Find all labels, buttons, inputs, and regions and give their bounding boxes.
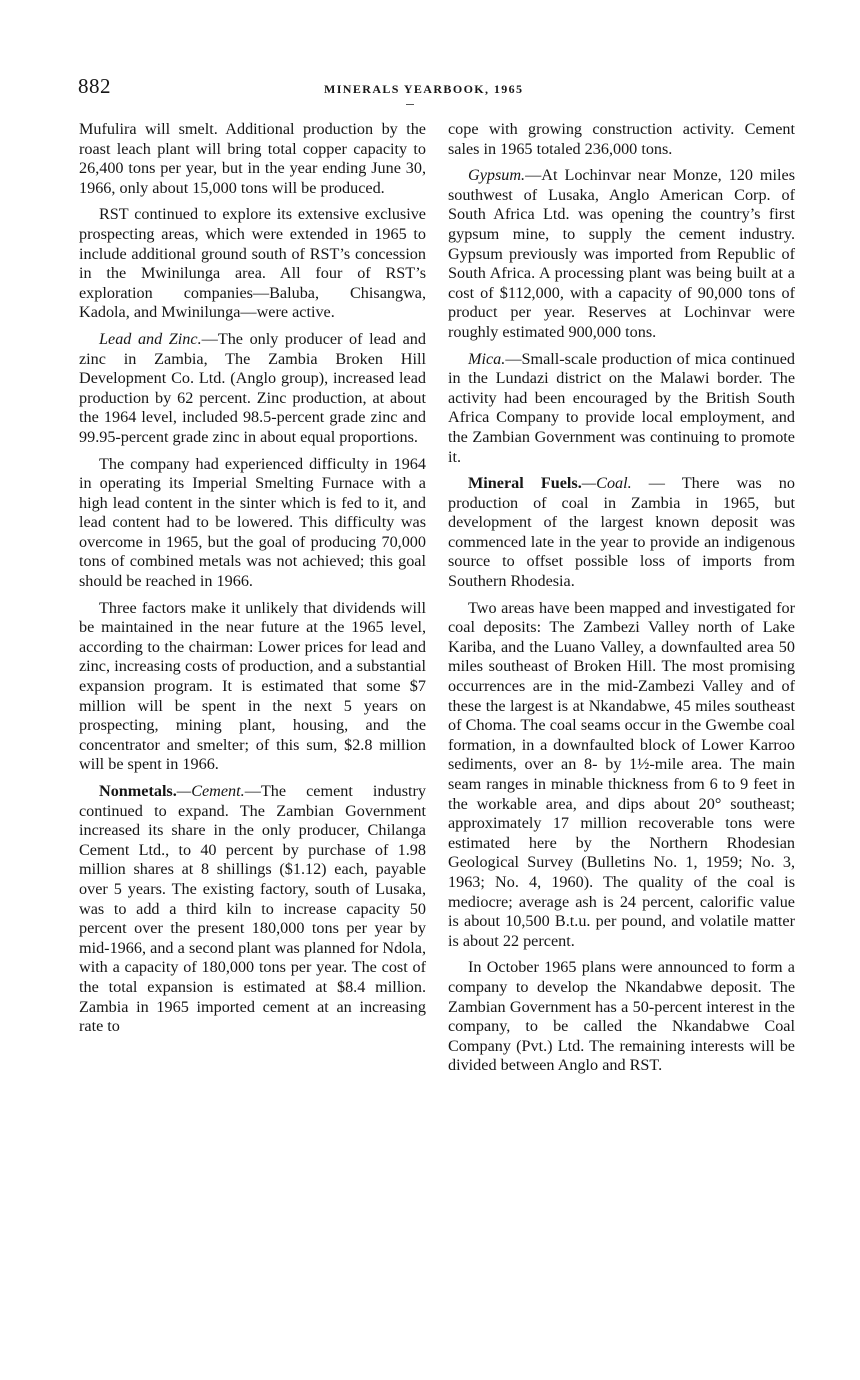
subsection-lead-zinc: Lead and Zinc.	[99, 329, 202, 348]
subsection-coal: —Coal.	[581, 474, 632, 493]
paragraph-cement-sales: cope with growing construction activity. Cement sales in 1965 totaled 236,000 tons.	[448, 120, 795, 158]
header-rule	[406, 104, 414, 105]
running-title: MINERALS YEARBOOK, 1965	[324, 82, 524, 96]
paragraph-dividends: Three factors make it unlikely that dividends will be maintained in the near future at the 1965 level, according to the chairman: Lower prices for lead and zinc, increasing costs of production, and a substantial expansion program. It is estimated that some $7 million will be spent in the next 5 years on prospecting, mining plant, housing, and the concentrator and smelter; of this sum, $2.8 million will be spent in 1966.	[79, 598, 426, 774]
section-nonmetals: Nonmetals.	[99, 782, 177, 800]
paragraph-coal-areas: Two areas have been mapped and investigated for coal deposits: The Zambezi Valley north of Lake Kariba, and the Luano Valley, a downfaulted area 50 miles southeast of Broken Hill. The most promising occurrences are in the mid-Zambezi Valley and of these the largest is at Nkandabwe, 45 miles southeast of Choma. The coal seams occur in the Gwembe coal formation, in a downfaulted block of Lower Karroo sediments, over an 8- by 1½-mile area. The main seam ranges in minable thickness from 6 to 9 feet in the workable area, and dips about 20° southeast; approximately 17 million recoverable tons were estimated here by the Northern Rhodesian Geological Survey (Bulletins No. 1, 1959; No. 3, 1963; No. 4, 1960). The quality of the coal is mediocre; average ash is 24 percent, calorific value is about 10,500 B.t.u. per pound, and volatile matter is about 22 percent.	[448, 598, 795, 950]
paragraph-lead-zinc	[79, 330, 426, 448]
paragraph-lead-zinc-text: —The only producer of lead and zinc in Zambia, The Zambia Broken Hill Development Co. Ltd. (Anglo group), increased lead production by 62 percent. Zinc production, at about the 1964 level, included 98.5-percent grade zinc and 99.95-percent grade zinc in about equal proportions.	[79, 329, 426, 446]
paragraph-nonmetals-cement	[79, 782, 426, 1037]
paragraph-mufulira: Mufulira will smelt. Additional production by the roast leach plant will bring total copper capacity to 26,400 tons per year, but in the year ending June 30, 1966, only about 15,000 tons will be produced.	[79, 120, 426, 197]
paragraph-mica	[448, 350, 795, 468]
right-column	[448, 120, 795, 1076]
subsection-cement: —Cement.	[176, 782, 245, 800]
paragraph-nkandabwe-company: In October 1965 plans were announced to form a company to develop the Nkandabwe deposit. The Zambian Government has a 50-percent interest in the company, to be called the Nkandabwe Coal Company (Pvt.) Ltd. The remaining interests will be divided between Anglo and RST.	[448, 958, 795, 1075]
paragraph-mineral-fuels-coal	[448, 474, 795, 592]
section-mineral-fuels: Mineral Fuels.	[468, 474, 582, 493]
paragraph-smelting-furnace: The company had experienced difficulty in 1964 in operating its Imperial Smelting Furnace with a high lead content in the sinter which is fed to it, and lead content had to be lowered. This difficulty was overcome in 1965, but the goal of producing 70,000 tons of combined metals was not achieved; this goal should be reached in 1966.	[79, 454, 426, 591]
page-header	[78, 74, 798, 104]
page-number: 882	[78, 74, 111, 98]
paragraph-coal-text: — There was no production of coal in Zambia in 1965, but development of the largest known deposit was commenced late in the year to provide an indigenous source to offset possible loss of imports from Southern Rhodesia.	[448, 474, 795, 591]
subsection-mica: Mica.	[468, 349, 506, 368]
paragraph-gypsum	[448, 166, 795, 342]
paragraph-mica-text: —Small-scale production of mica continued in the Lundazi district on the Malawi border. The activity had been encouraged by the British South Africa Company to provide local employment, and the Zambian Government was continuing to promote it.	[448, 349, 795, 466]
paragraph-cement-text: —The cement industry continued to expand. The Zambian Government increased its share in the only producer, Chilanga Cement Ltd., to 40 percent by purchase of 1.98 million shares at 8 shillings ($1.12) each, payable over 5 years. The existing factory, south of Lusaka, was to add a third kiln to increase capacity 50 percent over the present 180,000 tons per year by mid-1966, and a second plant was planned for Ndola, with a capacity of 180,000 tons per year. The cost of the total expansion is estimated at $8.4 million. Zambia in 1965 imported cement at an increasing rate to	[79, 782, 426, 1036]
left-column	[79, 120, 426, 1037]
subsection-gypsum: Gypsum.	[468, 166, 526, 185]
paragraph-rst-exploration: RST continued to explore its extensive exclusive prospecting areas, which were extended in 1965 to include additional ground south of RST’s concession in the Mwinilunga area. All four of RST’s exploration companies—Baluba, Chisangwa, Kadola, and Mwinilunga—were active.	[79, 205, 426, 322]
paragraph-gypsum-text: —At Lochinvar near Monze, 120 miles southwest of Lusaka, Anglo American Corp. of South Africa Ltd. was opening the country’s first gypsum mine, to supply the cement industry. Gypsum previously was imported from Republic of South Africa. A processing plant was being built at a cost of $112,000, with a capacity of 90,000 tons of product per year. Reserves at Lochinvar were roughly estimated 900,000 tons.	[448, 166, 795, 341]
